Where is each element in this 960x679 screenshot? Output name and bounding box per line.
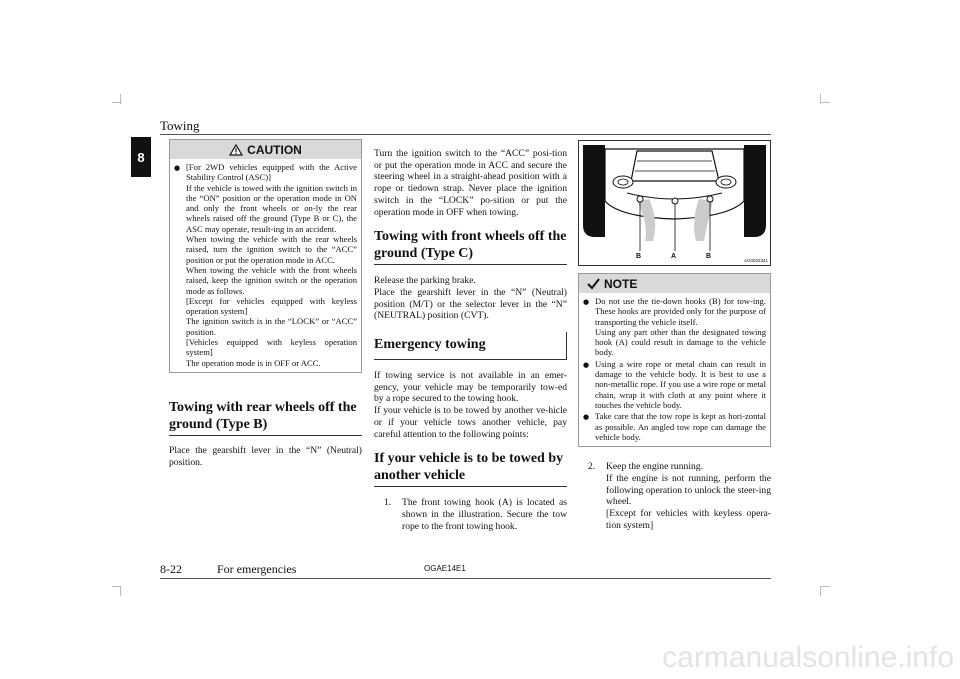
watermark: carmanualsonline.info bbox=[662, 641, 954, 674]
caution-label: CAUTION bbox=[247, 142, 302, 157]
step-1 bbox=[374, 497, 567, 532]
note-box bbox=[578, 273, 771, 447]
rear-wheels-text: Place the gearshift lever in the “N” (Neutral) position. bbox=[169, 444, 362, 468]
label-b-right: B bbox=[706, 253, 712, 260]
warning-triangle-icon bbox=[229, 144, 243, 156]
header-rule bbox=[160, 134, 771, 135]
step-2-number: 2. bbox=[588, 461, 596, 473]
note-check-icon bbox=[587, 278, 600, 290]
chapter-tab: 8 bbox=[131, 137, 151, 177]
crop-mark bbox=[120, 586, 121, 596]
step-2-text: Keep the engine running. If the engine is not running, perform the following operation to unlock the steer-ing wheel. [Except for vehicles with keyless opera-tion system] bbox=[606, 461, 771, 531]
illustration-code: AG0022341 bbox=[743, 258, 768, 263]
towing-hook-illustration bbox=[578, 140, 771, 266]
vehicle-front-drawing bbox=[579, 141, 770, 265]
crop-mark bbox=[820, 586, 830, 587]
bullet-icon: ● bbox=[583, 298, 590, 306]
crop-mark bbox=[820, 586, 821, 596]
note-bullet-1: Do not use the tie-down hooks (B) for tow-ing. These hooks are provided only for the purpose of transporting the vehicle itself. Using any part other than the designated towing hook (A) could result in damage to the vehicle body. bbox=[595, 296, 766, 358]
bullet-icon: ● bbox=[583, 413, 590, 422]
footer-doc-code: OGAE14E1 bbox=[424, 564, 466, 573]
label-a: A bbox=[671, 253, 677, 260]
page-number: 8-22 bbox=[160, 562, 182, 576]
heading-front-wheels-off: Towing with front wheels off the ground (Type C) bbox=[374, 228, 567, 265]
caution-box bbox=[169, 139, 362, 373]
caution-text: [For 2WD vehicles equipped with the Active Stability Control (ASC)] If the vehicle is towed with the ignition switch in the “ON” position or the operation mode in ON and only the front wheels or on-ly the rear wheels raised off the ground (Type B or C), the ASC may operate, result-ing in an accident. When towing the vehicle with the rear wheels raised, turn the ignition switch to the “ACC” position or put the operation mode in ACC. When towing the vehicle with the front wheels raised, keep the ignition switch or the operation mode as follows. [Except for vehicles equipped with keyless operation system] The ignition switch is in the “LOCK” or “ACC” position. [Vehicles equipped with keyless operation system] The operation mode is in OFF or ACC. bbox=[186, 162, 357, 368]
front-wheels-text: Release the parking brake. Place the gearshift lever in the “N” (Neutral) position (M/T) or the selector lever in the “N” (NEUTRAL) position (CVT). bbox=[374, 275, 567, 322]
crop-mark bbox=[112, 102, 122, 103]
crop-mark bbox=[820, 102, 830, 103]
column-1 bbox=[169, 139, 362, 468]
step-1-text: The front towing hook (A) is located as shown in the illustration. Secure the tow rope to the front towing hook. bbox=[402, 497, 567, 532]
step-1-number: 1. bbox=[384, 497, 392, 509]
bullet-icon: ● bbox=[174, 164, 181, 172]
column-2 bbox=[374, 148, 567, 532]
label-b-left: B bbox=[636, 253, 642, 260]
heading-emergency-towing: Emergency towing bbox=[374, 332, 567, 360]
step-2 bbox=[578, 461, 771, 531]
emergency-towing-text: If towing service is not available in an emer-gency, your vehicle may be temporarily tow-ed by a rope secured to the towing hook. If your vehicle is to be towed by another ve-hicle or if your vehicle tows another vehicle, pay careful attention to the following points: bbox=[374, 370, 567, 440]
ignition-instructions: Turn the ignition switch to the “ACC” posi-tion or put the operation mode in ACC and secure the steering wheel in a straight-ahead position with a rope or tiedown strap. Never place the ignition switch in the “LOCK” po-sition or put the operation mode in OFF when towing. bbox=[374, 148, 567, 218]
column-3 bbox=[578, 140, 771, 531]
heading-towed-by-another: If your vehicle is to be towed by another vehicle bbox=[374, 450, 567, 487]
footer-section-title: For emergencies bbox=[217, 562, 297, 576]
running-header-title: Towing bbox=[160, 118, 200, 133]
crop-mark bbox=[112, 586, 122, 587]
heading-rear-wheels-off: Towing with rear wheels off the ground (Type B) bbox=[169, 399, 362, 436]
note-label: NOTE bbox=[604, 276, 638, 291]
note-header bbox=[579, 274, 770, 293]
footer-rule bbox=[160, 578, 771, 579]
note-bullet-2: Using a wire rope or metal chain can result in damage to the vehicle body. It is best to use a non-metallic rope. If you use a wire rope or metal chain, wrap it with cloth at any point where it touches the vehicle body. bbox=[595, 358, 766, 410]
bullet-icon: ● bbox=[583, 360, 590, 369]
caution-header bbox=[170, 140, 361, 159]
note-bullet-3: Take care that the tow rope is kept as hori-zontal as possible. An angled tow rope can damage the vehicle body. bbox=[595, 411, 766, 442]
